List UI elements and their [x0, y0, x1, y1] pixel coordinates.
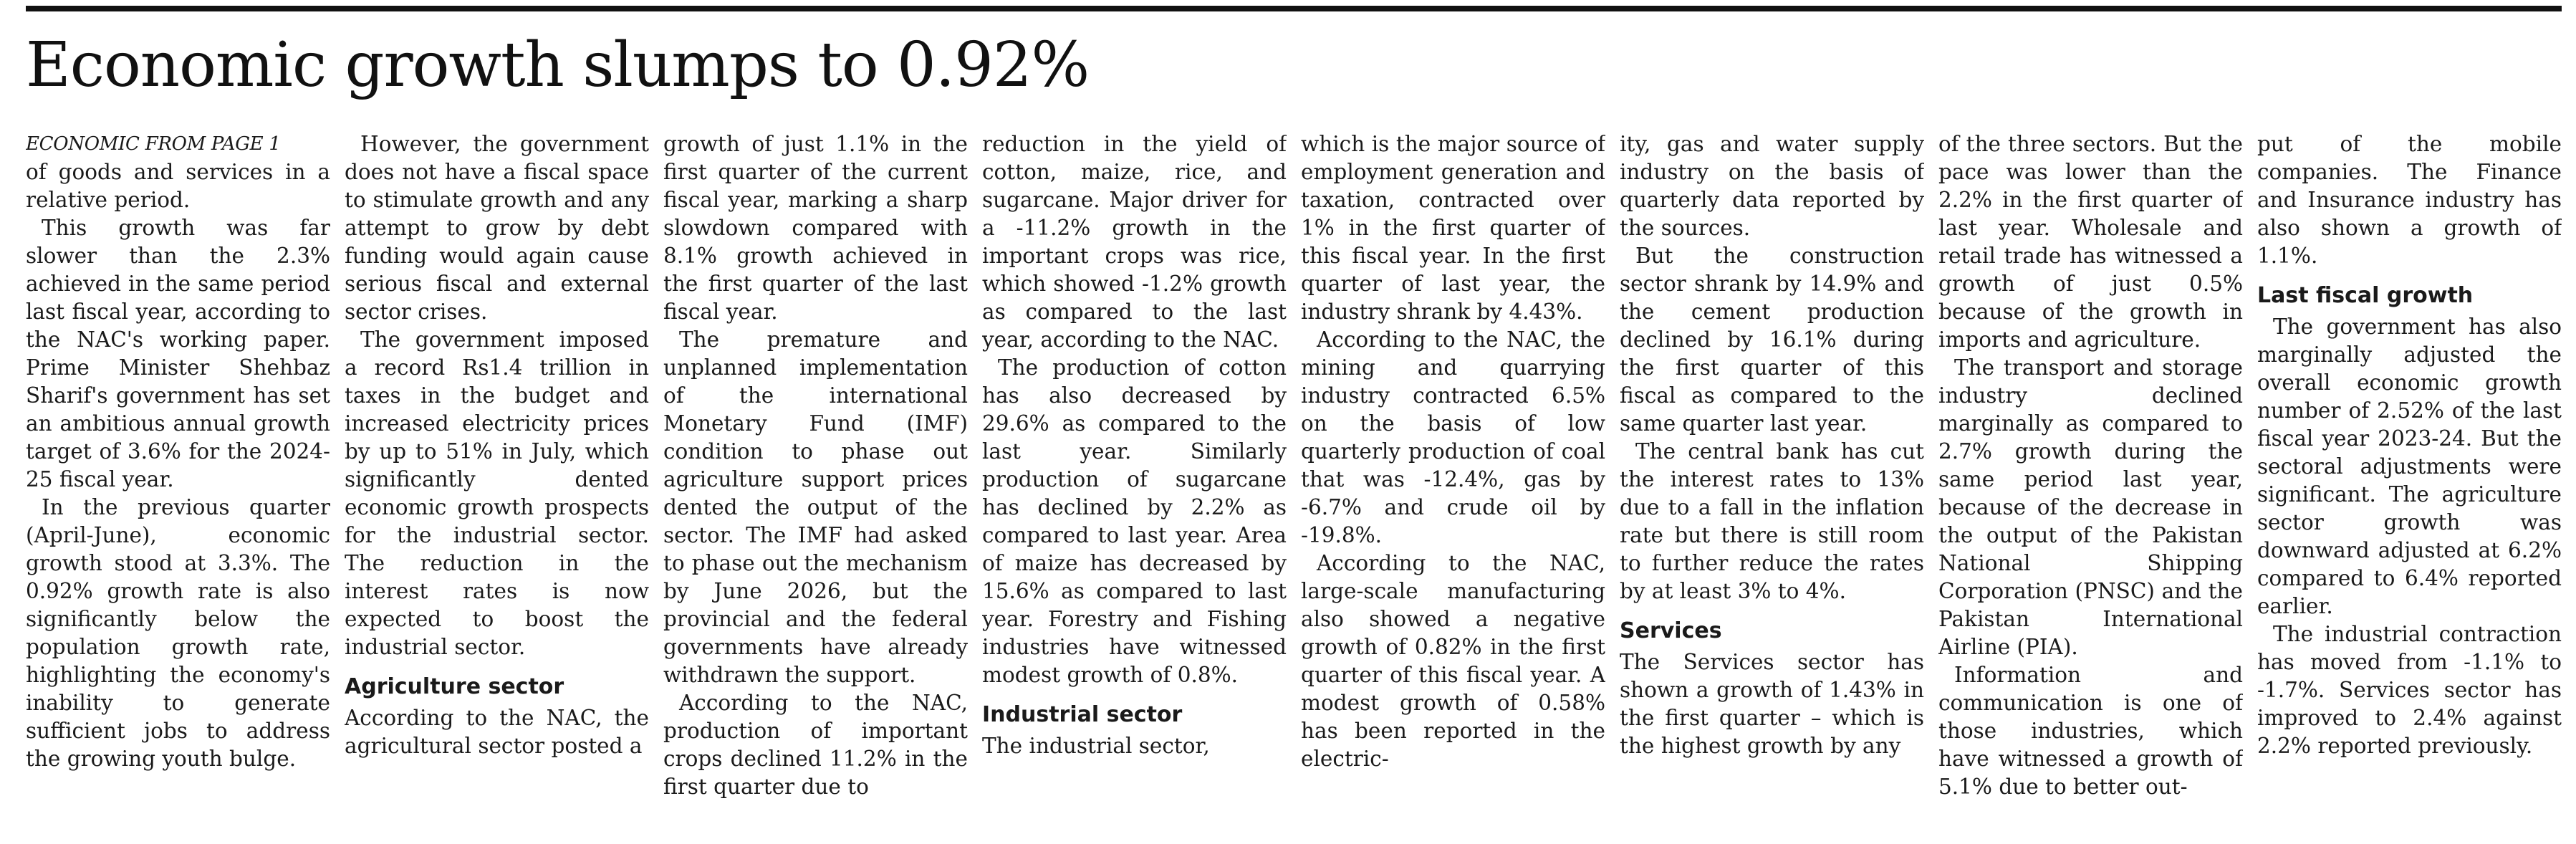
- article-column: [2257, 130, 2562, 840]
- article-paragraph: In the previous quarter (April-June), economic growth stood at 3.3%. The 0.92% growth rate is also significantly below the population growth rate, highlighting the economy's inability to generate sufficient jobs to address the growing youth bulge.: [26, 495, 330, 771]
- article-paragraph: The production of cotton has also decreased by 29.6% as compared to the last year. Similarly production of sugarcane has declined by 2.2% as compared to last year. Area of maize has decreased by 15.6% as compared to last year. Forestry and Fishing industries have witnessed modest growth of 0.8%.: [982, 355, 1287, 687]
- article-paragraph: ity, gas and water supply industry on the basis of quarterly data reported by the sources.: [1620, 132, 1924, 240]
- article-column: [26, 130, 330, 840]
- article-paragraph: The government has also marginally adjusted the overall economic growth number of 2.52% of the last fiscal year 2023-24. But the sectoral adjustments were significant. The agriculture sector growth was downward adjusted at 6.2% compared to 6.4% reported earlier.: [2257, 315, 2562, 618]
- section-subhead: Industrial sector: [982, 702, 1183, 727]
- article-paragraph: According to the NAC, the agricultural sector posted a: [345, 706, 649, 758]
- article-column: [982, 130, 1287, 840]
- jump-line: ECONOMIC FROM PAGE 1: [26, 133, 281, 155]
- article-paragraph: The government imposed a record Rs1.4 trillion in taxes in the budget and increased electricity prices by up to 51% in July, which significantly dented economic growth prospects for the industrial sector. The reduction in the interest rates is now expected to boost the industrial sector.: [345, 327, 649, 659]
- article-paragraph: According to the NAC, the mining and quarrying industry contracted 6.5% on the basis of low quarterly production of coal that was -12.4%, gas by -6.7% and crude oil by -19.8%.: [1301, 327, 1605, 547]
- article-paragraph: According to the NAC, production of important crops declined 11.2% in the first quarter due to: [663, 691, 968, 799]
- article-columns: [26, 130, 2562, 840]
- article-paragraph: But the construction sector shrank by 14.9% and the cement production declined by 16.1% during the first quarter of this fiscal as compared to the same quarter last year.: [1620, 244, 1924, 436]
- article-paragraph: This growth was far slower than the 2.3% achieved in the same period last fiscal year, according to the NAC's working paper. Prime Minister Shehbaz Sharif's government has set an ambitious annual growth target of 3.6% for the 2024-25 fiscal year.: [26, 216, 330, 491]
- article-paragraph: The premature and unplanned implementation of the international Monetary Fund (IMF) condition to phase out agriculture support prices dented the output of the sector. The IMF had asked to phase out the mechanism by June 2026, but the provincial and the federal governments have already withdrawn the support.: [663, 327, 968, 687]
- article-paragraph: The central bank has cut the interest rates to 13% due to a fall in the inflation rate but there is still room to further reduce the rates by at least 3% to 4%.: [1620, 439, 1924, 603]
- section-subhead: Agriculture sector: [345, 674, 564, 699]
- article-paragraph: put of the mobile companies. The Finance and Insurance industry has also shown a growth of 1.1%.: [2257, 132, 2562, 268]
- article-column: [345, 130, 649, 840]
- article-paragraph: However, the government does not have a fiscal space to stimulate growth and any attempt to grow by debt funding would again cause serious fiscal and external sector crises.: [345, 132, 649, 324]
- section-subhead: Last fiscal growth: [2257, 283, 2474, 308]
- article-paragraph: which is the major source of employment generation and taxation, contracted over 1% in the first quarter of this fiscal year. In the first quarter of last year, the industry shrank by 4.43%.: [1301, 132, 1605, 324]
- article-paragraph: The industrial sector,: [982, 734, 1210, 758]
- article-paragraph: Information and communication is one of those industries, which have witnessed a growth of 5.1% due to better out-: [1938, 663, 2243, 799]
- article-column: [1938, 130, 2243, 840]
- article-paragraph: of goods and services in a relative period.: [26, 160, 330, 212]
- article-column: [1620, 130, 1924, 840]
- article-paragraph: The transport and storage industry declined marginally as compared to 2.7% growth during the same period last year, because of the decrease in the output of the Pakistan National Shipping Corporation (PNSC) and the Pakistan International Airline (PIA).: [1938, 355, 2243, 659]
- article-paragraph: The Services sector has shown a growth of 1.43% in the first quarter – which is the highest growth by any: [1620, 650, 1924, 758]
- headline: Economic growth slumps to 0.92%: [26, 29, 1090, 101]
- article-paragraph: of the three sectors. But the pace was lower than the 2.2% in the first quarter of last year. Wholesale and retail trade has witnessed a growth of just 0.5% because of the growth in imports and agriculture.: [1938, 132, 2243, 352]
- article-paragraph: The industrial contraction has moved from -1.1% to -1.7%. Services sector has improved to 2.4% against 2.2% reported previously.: [2257, 622, 2562, 758]
- article-column: [1301, 130, 1605, 840]
- article-paragraph: According to the NAC, large-scale manufacturing also showed a negative growth of 0.82% in the first quarter of this fiscal year. A modest growth of 0.58% has been reported in the electric-: [1301, 551, 1605, 771]
- article-paragraph: reduction in the yield of cotton, maize, rice, and sugarcane. Major driver for a -11.2% growth in the important crops was rice, which showed -1.2% growth as compared to the last year, according to the NAC.: [982, 132, 1287, 352]
- top-rule: [26, 6, 2562, 11]
- article-column: [663, 130, 968, 840]
- article-paragraph: growth of just 1.1% in the first quarter of the current fiscal year, marking a sharp slowdown compared with 8.1% growth achieved in the first quarter of the last fiscal year.: [663, 132, 968, 324]
- section-subhead: Services: [1620, 618, 1722, 643]
